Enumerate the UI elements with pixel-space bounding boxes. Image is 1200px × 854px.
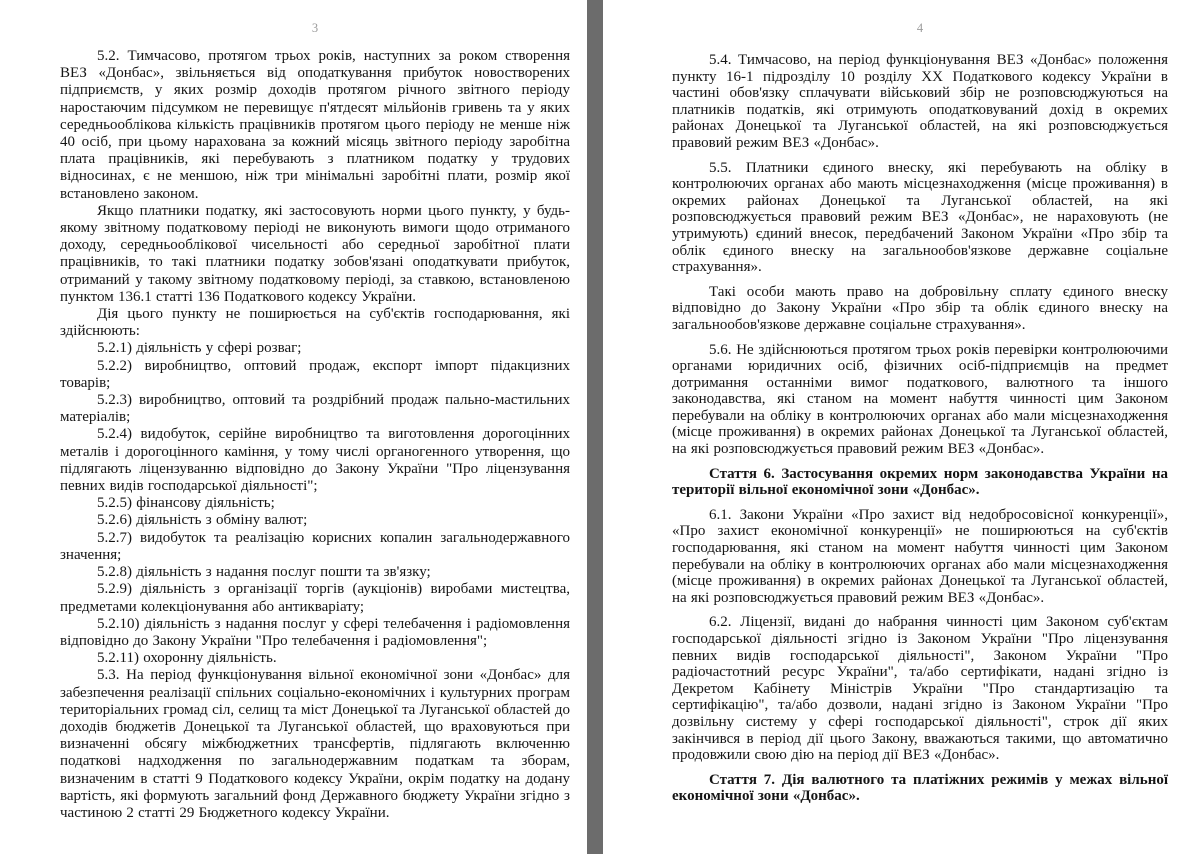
page-divider: [587, 0, 603, 854]
body-paragraph: 5.2.5) фінансову діяльність;: [97, 495, 275, 512]
article-heading-paragraph: Стаття 6. Застосування окремих норм законодавства України на території вільної економічної зони «Донбас».: [672, 465, 1168, 499]
body-paragraph: 5.2.8) діяльність з надання послуг пошти та зв'язку;: [97, 564, 431, 581]
body-paragraph: 5.2.6) діяльність з обміну валют;: [97, 512, 308, 529]
body-paragraph: 5.2.7) видобуток та реалізацію корисних копалин загальнодержавного значення;: [60, 529, 570, 563]
body-paragraph: Якщо платники податку, які застосовують норми цього пункту, у будь-якому звітному податковому періоді не виконують вимоги щодо отриманого доходу, середньооблікової чисельності або середньої заробітної плати працівників, то такі платники податку зобов'язані оподаткувати прибуток, отриманий у такому звітному податковому періоді, за ставкою, встановленою пунктом 136.1 статті 136 Податкового кодексу України.: [60, 202, 570, 305]
document-page-4: [603, 0, 1200, 854]
body-paragraph: 6.2. Ліцензії, видані до набрання чинності цим Законом суб'єктам господарської діяльності згідно із Законом України "Про ліцензування певних видів господарської діяльності", Законом України "Про радіочастотний ресурс України", та/або сертифікати, надані згідно із Декретом Кабінету Міністрів України "Про стандартизацію та сертифікацію", та/або дозволи, надані згідно із Законом України "Про дозвільну систему у сфері господарської діяльності", строк дії яких закінчився в період дії цього Закону, вважаються такими, що автоматично продовжили свою дію на період дії ВЕЗ «Донбас».: [672, 614, 1168, 764]
body-paragraph: 5.2.9) діяльність з організації торгів (аукціонів) виробами мистецтва, предметами колекціонування або антикваріату;: [60, 581, 570, 615]
body-paragraph: 5.2.1) діяльність у сфері розваг;: [97, 340, 302, 357]
body-paragraph: 6.1. Закони України «Про захист від недобросовісної конкуренції», «Про захист економічної конкуренції» не поширюються на суб'єктів господарювання, які станом на момент набуття чинності цим Законом перебували на обліку в контролюючих органах або мали місцезнаходження (місце проживання) в окремих районах Донецької та Луганської областей, на які розповсюджується правовий режим ВЕЗ «Донбас».: [672, 506, 1168, 606]
article-heading-paragraph: Стаття 7. Дія валютного та платіжних режимів у межах вільної економічної зони «Донбас».: [672, 771, 1168, 805]
body-paragraph: 5.2. Тимчасово, протягом трьох років, наступних за роком створення ВЕЗ «Донбас», звільняється від оподаткування прибуток новостворених підприємств, у яких розмір доходів протягом річного звітного періоду наростаючим підсумком не перевищує п'ятдесят мільйонів гривень та у яких середньооблікова кількість працівників протягом цього періоду не менше ніж 40 осіб, при цьому нарахована за кожний місяць звітного періоду заробітна плата працівників, які перебувають з платником податку у трудових відносинах, є не меншою, ніж три мінімальні заробітні плати, розмір якої встановлено законом.: [60, 48, 570, 202]
body-paragraph: 5.2.10) діяльність з надання послуг у сфері телебачення і радіомовлення відповідно до Закону України "Про телебачення і радіомовлення";: [60, 615, 570, 649]
page-number-4: 4: [916, 21, 924, 35]
body-paragraph: 5.2.4) видобуток, серійне виробництво та виготовлення дорогоцінних металів і дорогоцінного каміння, у тому числі органогенного утворення, що підлягають ліцензуванню відповідно до Закону України "Про ліцензування певних видів господарської діяльності";: [60, 426, 570, 495]
body-paragraph: 5.2.11) охоронну діяльність.: [97, 650, 277, 667]
body-paragraph: 5.2.2) виробництво, оптовий продаж, експорт імпорт підакцизних товарів;: [60, 357, 570, 391]
body-paragraph: 5.3. На період функціонування вільної економічної зони «Донбас» для забезпечення реалізації спільних соціально-економічних і культурних програм територіальних громад сіл, селищ та міст Донецької та Луганської областей до доходів бюджетів Донецької та Луганської областей, що враховуються при визначенні обсягу міжбюджетних трансфертів, підлягають включенню податкові надходження по загальнодержавним податкам та зборам, визначеним в статті 9 Податкового кодексу України, окрім податку на додану вартість, які формують загальний фонд Державного бюджету України згідно з частиною 2 статті 29 Бюджетного кодексу України.: [60, 667, 570, 821]
page-4-text-body: [672, 52, 1168, 805]
body-paragraph: 5.4. Тимчасово, на період функціонування ВЕЗ «Донбас» положення пункту 16-1 підрозділу 10 розділу XX Податкового кодексу України в частині обов'язку сплачувати військовий збір не розповсюджуються на платників податків, які отримують оподатковуваний дохід в окремих районах Донецької та Луганської областей, на які розповсюджується правовий режим ВЕЗ «Донбас».: [672, 52, 1168, 151]
body-paragraph: 5.2.3) виробництво, оптовий та роздрібний продаж пально-мастильних матеріалів;: [60, 392, 570, 426]
page-number-3: 3: [311, 21, 319, 35]
body-paragraph: 5.6. Не здійснюються протягом трьох років перевірки контролюючими органами юридичних осіб, фізичних осіб-підприємців на предмет дотримання останніми вимог податкового, валютного та іншого законодавства, які станом на момент набуття чинності цим Законом перебували на обліку в контролюючих органах або мали місцезнаходження (місце проживання) в окремих районах Донецької та Луганської областей, на які розповсюджується правовий режим ВЕЗ «Донбас».: [672, 341, 1168, 458]
body-paragraph: Такі особи мають право на добровільну сплату єдиного внеску відповідно до Закону України «Про збір та облік єдиного внеску на загальнообов'язкове державне соціальне страхування».: [672, 283, 1168, 333]
document-page-3: [0, 0, 587, 854]
body-paragraph: Дія цього пункту не поширюється на суб'єктів господарювання, які здійснюють:: [60, 306, 570, 340]
body-paragraph: 5.5. Платники єдиного внеску, які перебувають на обліку в контролюючих органах або мають місцезнаходження (місце проживання) в окремих районах Донецької та Луганської областей, на які розповсюджується правовий режим ВЕЗ «Донбас», не нараховують (не утримують) єдиний внесок, передбачений Законом України «Про збір та облік єдиного внеску на загальнообов'язкове державне соціальне страхування».: [672, 159, 1168, 276]
page-3-text-body: [60, 48, 570, 822]
